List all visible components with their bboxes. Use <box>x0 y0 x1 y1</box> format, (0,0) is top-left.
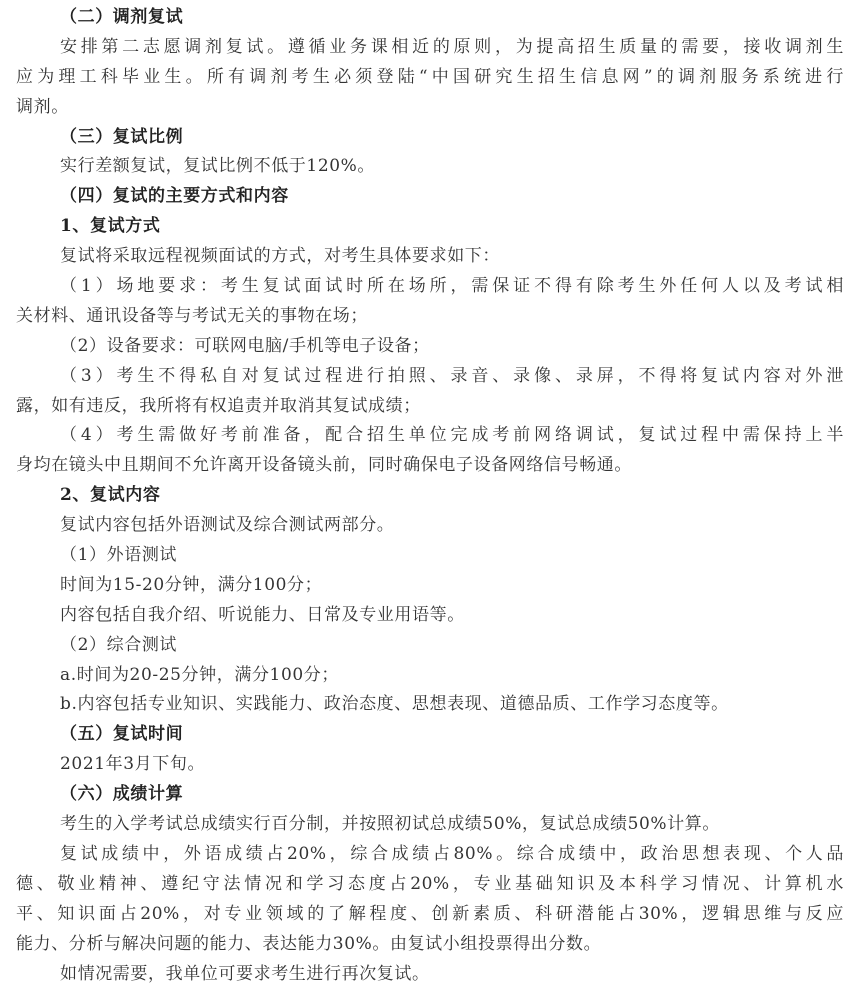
paragraph-line: 复试内容包括外语测试及综合测试两部分。 <box>0 511 860 541</box>
paragraph-line: 时间为15-20分钟，满分100分； <box>0 571 860 601</box>
heading-section-2: （二）调剂复试 <box>0 3 860 33</box>
paragraph-line: 内容包括自我介绍、听说能力、日常及专业用语等。 <box>0 601 860 631</box>
paragraph-line: 应为理工科毕业生。所有调剂考生必须登陆“中国研究生招生信息网”的调剂服务系统进行 <box>0 63 860 93</box>
paragraph-line: 复试将采取远程视频面试的方式，对考生具体要求如下： <box>0 242 860 272</box>
paragraph-line: a.时间为20-25分钟，满分100分； <box>0 661 860 691</box>
paragraph-line: 关材料、通讯设备等与考试无关的事物在场； <box>0 302 860 332</box>
paragraph-line: （3）考生不得私自对复试过程进行拍照、录音、录像、录屏，不得将复试内容对外泄 <box>0 362 860 392</box>
paragraph-line: 身均在镜头中且期间不允许离开设备镜头前，同时确保电子设备网络信号畅通。 <box>0 451 860 481</box>
paragraph-line: 复试成绩中，外语成绩占20%，综合成绩占80%。综合成绩中，政治思想表现、个人品 <box>0 840 860 870</box>
heading-section-3: （三）复试比例 <box>0 123 860 153</box>
paragraph-line: b.内容包括专业知识、实践能力、政治态度、思想表现、道德品质、工作学习态度等。 <box>0 690 860 720</box>
paragraph-line: 安排第二志愿调剂复试。遵循业务课相近的原则，为提高招生质量的需要，接收调剂生 <box>0 33 860 63</box>
paragraph-line: 露，如有违反，我所将有权追责并取消其复试成绩； <box>0 392 860 422</box>
paragraph-line: （1）场地要求：考生复试面试时所在场所，需保证不得有除考生外任何人以及考试相 <box>0 272 860 302</box>
heading-section-5: （五）复试时间 <box>0 720 860 750</box>
paragraph-line: 2021年3月下旬。 <box>0 750 860 780</box>
paragraph-line: （2）设备要求：可联网电脑/手机等电子设备； <box>0 332 860 362</box>
subheading-content: 2、复试内容 <box>0 481 860 511</box>
paragraph-line: 如情况需要，我单位可要求考生进行再次复试。 <box>0 960 860 989</box>
heading-section-6: （六）成绩计算 <box>0 780 860 810</box>
heading-section-4: （四）复试的主要方式和内容 <box>0 182 860 212</box>
paragraph-line: 考生的入学考试总成绩实行百分制，并按照初试总成绩50%，复试总成绩50%计算。 <box>0 810 860 840</box>
paragraph-line: （4）考生需做好考前准备，配合招生单位完成考前网络调试，复试过程中需保持上半 <box>0 421 860 451</box>
paragraph-line: 德、敬业精神、遵纪守法情况和学习态度占20%，专业基础知识及本科学习情况、计算机水 <box>0 870 860 900</box>
paragraph-line: 调剂。 <box>0 93 860 123</box>
paragraph-line: 能力、分析与解决问题的能力、表达能力30%。由复试小组投票得出分数。 <box>0 930 860 960</box>
paragraph-line: （1）外语测试 <box>0 541 860 571</box>
paragraph-line: （2）综合测试 <box>0 631 860 661</box>
paragraph-line: 平、知识面占20%，对专业领域的了解程度、创新素质、科研潜能占30%，逻辑思维与反应 <box>0 900 860 930</box>
paragraph-line: 实行差额复试，复试比例不低于120%。 <box>0 152 860 182</box>
subheading-method: 1、复试方式 <box>0 212 860 242</box>
